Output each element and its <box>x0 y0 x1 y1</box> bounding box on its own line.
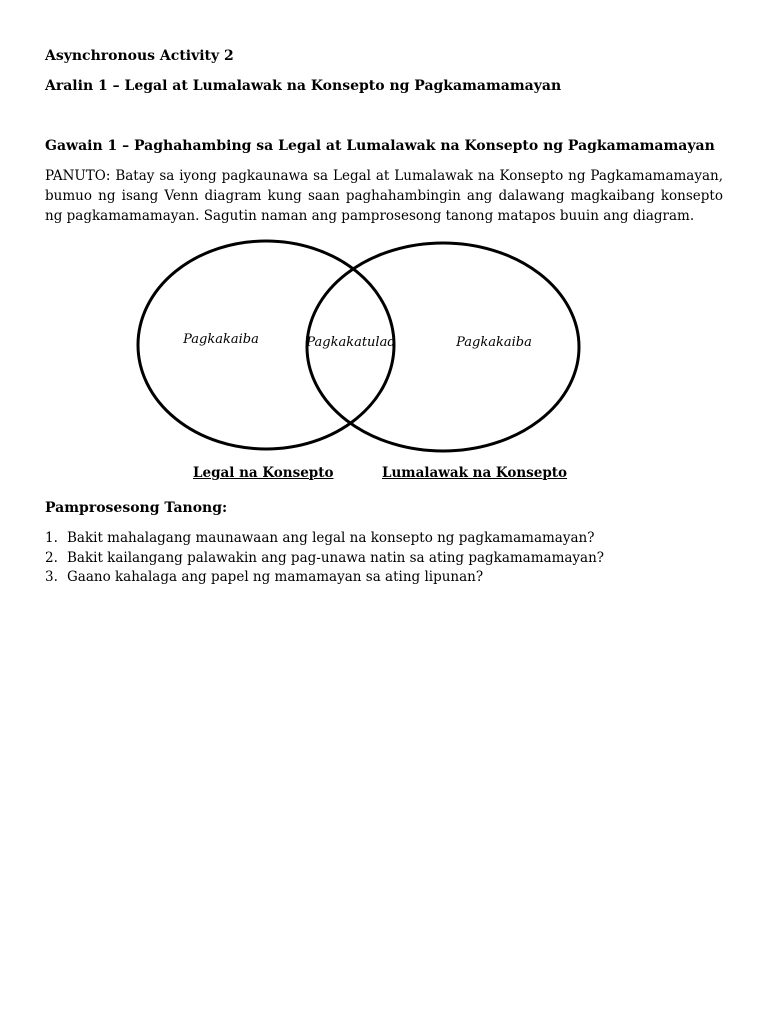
question-text: Bakit kailangang palawakin ang pag-unawa natin sa ating pagkamamamayan? <box>67 549 605 566</box>
center-region-label: Pagkakatulad <box>306 335 396 350</box>
task-title: Gawain 1 – Paghahambing sa Legal at Lumalawak na Konsepto ng Pagkamamamayan <box>45 138 715 154</box>
right-region-label: Pagkakaiba <box>456 335 532 350</box>
questions-title: Pamprosesong Tanong: <box>45 500 228 516</box>
left-region-label: Pagkakaiba <box>183 332 259 347</box>
questions-list <box>45 529 723 588</box>
question-item <box>45 568 723 588</box>
instructions-paragraph: PANUTO: Batay sa iyong pagkaunawa sa Legal at Lumalawak na Konsepto ng Pagkamamamayan, bumuo ng isang Venn diagram kung saan paghahambingin ang dalawang magkaibang konsepto ng pagkamamamayan. Sagutin naman ang pamprosesong tanong matapos buuin ang diagram. <box>45 168 723 224</box>
question-item <box>45 529 723 549</box>
activity-title: Asynchronous Activity 2 <box>45 48 234 64</box>
question-number: 1. <box>45 530 58 546</box>
left-circle-caption: Legal na Konsepto <box>193 465 334 481</box>
question-text: Gaano kahalaga ang papel ng mamamayan sa ating lipunan? <box>67 569 484 585</box>
right-circle-caption: Lumalawak na Konsepto <box>382 465 568 481</box>
lesson-title: Aralin 1 – Legal at Lumalawak na Konsepto ng Pagkamamamayan <box>45 78 562 94</box>
question-item <box>45 549 723 569</box>
question-number: 2. <box>45 549 58 566</box>
question-text: Bakit mahalagang maunawaan ang legal na konsepto ng pagkamamamayan? <box>67 530 595 546</box>
question-number: 3. <box>45 569 58 585</box>
